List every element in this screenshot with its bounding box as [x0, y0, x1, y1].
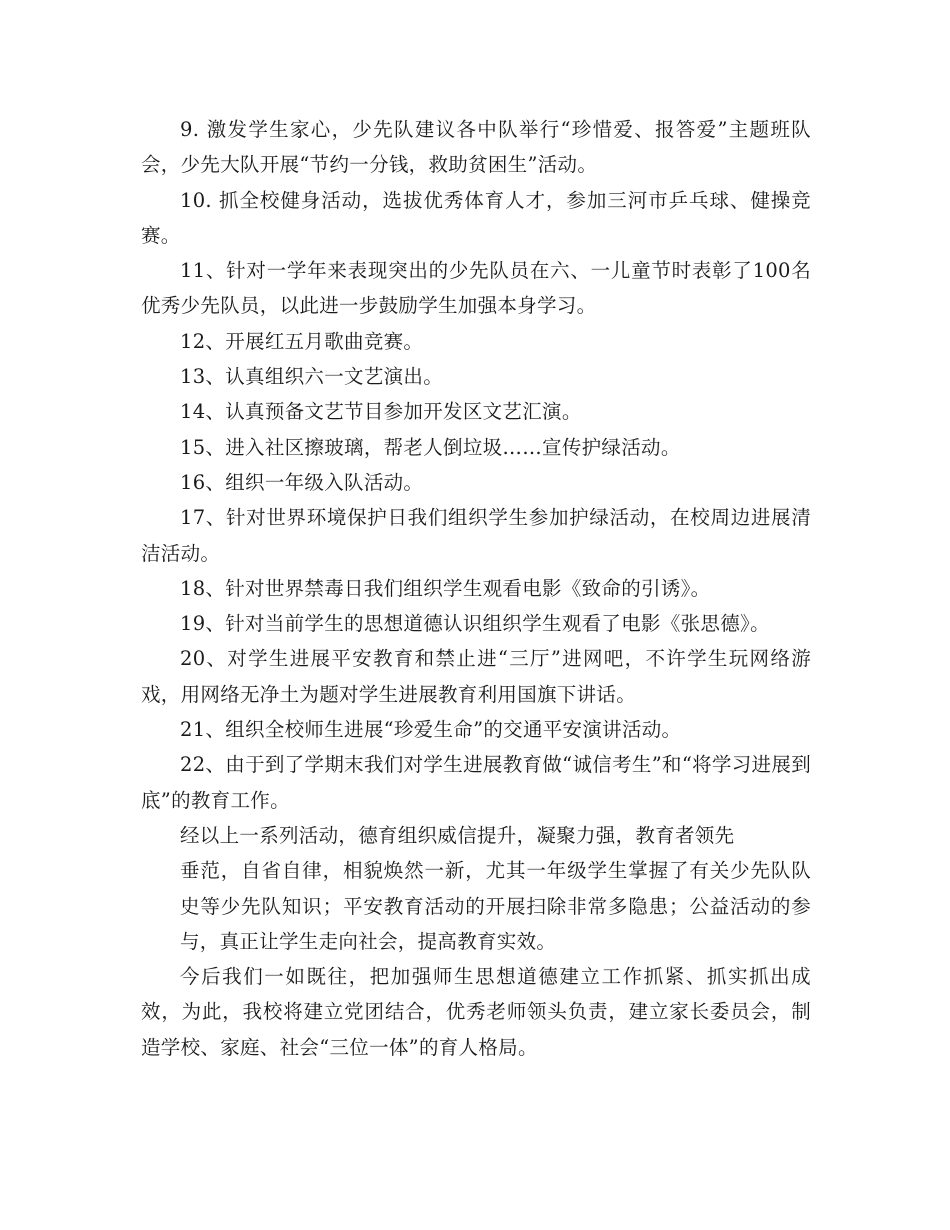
summary-paragraph-continued: 垂范，自省自律，相貌焕然一新，尤其一年级学生掌握了有关少先队队史等少先队知识；平安教育活动的开展扫除非常多隐患；公益活动的参与，真正让学生走向社会，提高教育实效。: [180, 859, 811, 953]
paragraph-item-13: 13、认真组织六一文艺演出。: [180, 365, 444, 389]
summary-paragraph-start: 经以上一系列活动，德育组织威信提升，凝聚力强，教育者领先: [180, 823, 735, 847]
paragraph-item-21: 21、组织全校师生进展“珍爱生命”的交通平安演讲活动。: [180, 718, 682, 742]
paragraph-item-15: 15、进入社区擦玻璃，帮老人倒垃圾……宣传护绿活动。: [180, 435, 681, 459]
paragraph-item-10: 10. 抓全校健身活动，选拔优秀体育人才，参加三河市乒乓球、健操竞赛。: [141, 188, 811, 247]
paragraph-item-9: 9. 激发学生家心，少先队建议各中队举行“珍惜爱、报答爱”主题班队会，少先大队开展“节约一分钱，救助贫困生”活动。: [141, 118, 811, 177]
paragraph-item-20: 20、对学生进展平安教育和禁止进“三厅”进网吧，不许学生玩网络游戏，用网络无净土为题对学生进展教育利用国旗下讲话。: [141, 647, 811, 706]
closing-paragraph: 今后我们一如既往，把加强师生思想道德建立工作抓紧、抓实抓出成效，为此，我校将建立党团结合，优秀老师领头负责，建立家长委员会，制造学校、家庭、社会“三位一体”的育人格局。: [141, 965, 811, 1059]
paragraph-item-18: 18、针对世界禁毒日我们组织学生观看电影《致命的引诱》。: [180, 576, 711, 600]
paragraph-item-22: 22、由于到了学期末我们对学生进展教育做“诚信考生”和“将学习进展到底”的教育工作。: [141, 753, 811, 812]
paragraph-item-14: 14、认真预备文艺节目参加开发区文艺汇演。: [180, 400, 582, 424]
paragraph-item-12: 12、开展红五月歌曲竞赛。: [180, 329, 424, 353]
paragraph-item-11: 11、针对一学年来表现突出的少先队员在六、一儿童节时表彰了100名优秀少先队员，以此进一步鼓励学生加强本身学习。: [141, 259, 811, 318]
document-body: [141, 112, 811, 1065]
paragraph-item-19: 19、针对当前学生的思想道德认识组织学生观看了电影《张思德》。: [180, 612, 770, 636]
paragraph-item-16: 16、组织一年级入队活动。: [180, 470, 424, 494]
paragraph-item-17: 17、针对世界环境保护日我们组织学生参加护绿活动，在校周边进展清洁活动。: [141, 506, 811, 565]
